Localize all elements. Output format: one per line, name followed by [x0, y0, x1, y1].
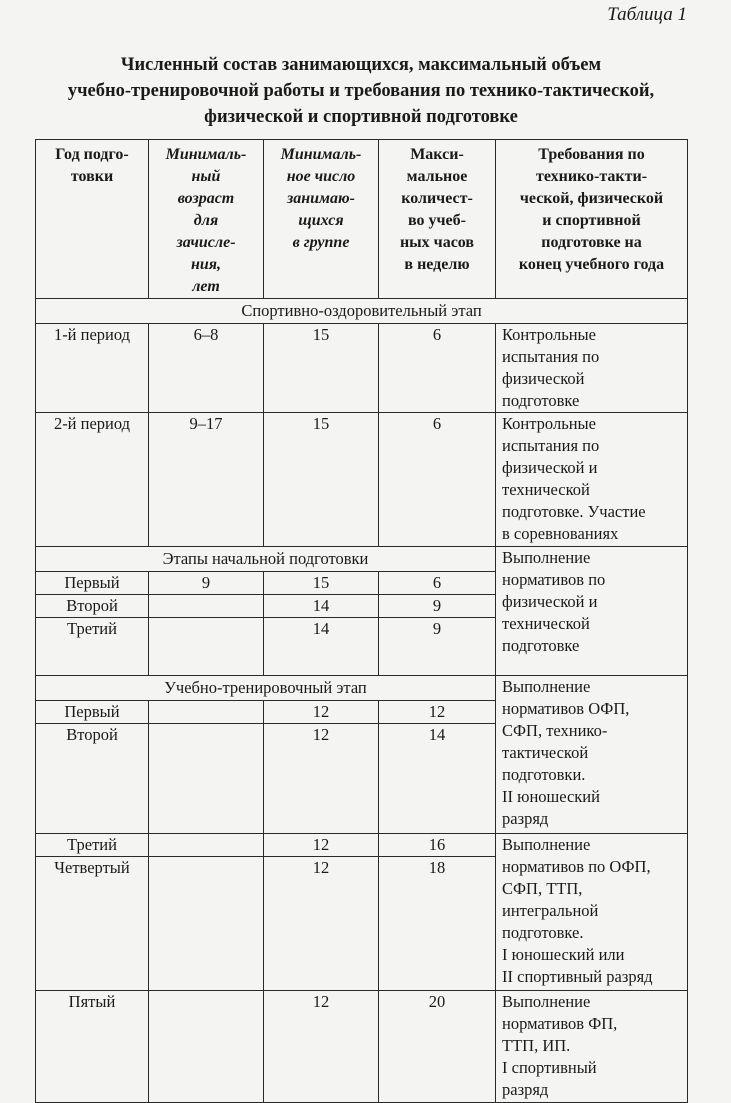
cell-hours: 20	[379, 991, 496, 1103]
cell-year: Третий	[36, 618, 149, 676]
cell-age	[149, 857, 264, 991]
cell-group: 15	[264, 324, 379, 413]
stage-row	[36, 547, 688, 572]
table-number: Таблица 1	[607, 4, 687, 25]
cell-hours: 9	[379, 618, 496, 676]
cell-age: 9	[149, 572, 264, 595]
cell-hours: 14	[379, 724, 496, 834]
cell-year: Второй	[36, 595, 149, 618]
cell-group: 12	[264, 724, 379, 834]
cell-year: Первый	[36, 572, 149, 595]
cell-hours: 18	[379, 857, 496, 991]
table-row	[36, 834, 688, 857]
table-row	[36, 413, 688, 547]
cell-group: 12	[264, 991, 379, 1103]
cell-year: 2-й период	[36, 413, 149, 547]
cell-requirements: Контрольные испытания по физической и технической подготовке. Участие в соревнованиях	[496, 413, 688, 547]
cell-hours: 16	[379, 834, 496, 857]
cell-requirements: Выполнение нормативов ФП, ТТП, ИП. I спортивный разряд	[496, 991, 688, 1103]
cell-year: Четвертый	[36, 857, 149, 991]
cell-hours: 6	[379, 572, 496, 595]
stage-label: Спортивно-оздоровительный этап	[36, 299, 688, 324]
cell-group: 12	[264, 701, 379, 724]
cell-year: Третий	[36, 834, 149, 857]
cell-year: Пятый	[36, 991, 149, 1103]
cell-group: 15	[264, 572, 379, 595]
cell-age: 6–8	[149, 324, 264, 413]
cell-age	[149, 834, 264, 857]
stage-label: Учебно-тренировочный этап	[36, 676, 496, 701]
cell-age: 9–17	[149, 413, 264, 547]
cell-year: Второй	[36, 724, 149, 834]
cell-age	[149, 991, 264, 1103]
cell-requirements: Выполнение нормативов по ОФП, СФП, ТТП, интегральной подготовке. I юношеский или II спортивный разряд	[496, 834, 688, 991]
cell-age	[149, 724, 264, 834]
cell-hours: 6	[379, 324, 496, 413]
cell-hours: 12	[379, 701, 496, 724]
cell-age	[149, 595, 264, 618]
header-year: Год подго- товки	[36, 140, 149, 299]
cell-year: Первый	[36, 701, 149, 724]
header-min-age: Минималь- ный возраст для зачисле- ния, лет	[149, 140, 264, 299]
cell-hours: 9	[379, 595, 496, 618]
header-requirements: Требования по технико-такти- ческой, физической и спортивной подготовке на конец учебного года	[496, 140, 688, 299]
cell-age	[149, 701, 264, 724]
header-row	[36, 140, 688, 299]
stage-label: Этапы начальной подготовки	[36, 547, 496, 572]
cell-hours: 6	[379, 413, 496, 547]
title-line: физической и спортивной подготовке	[204, 107, 518, 127]
title-line: учебно-тренировочной работы и требования по технико-тактической,	[67, 81, 655, 101]
cell-group: 15	[264, 413, 379, 547]
table-row	[36, 324, 688, 413]
stage-row	[36, 299, 688, 324]
table-title	[36, 52, 686, 130]
cell-group: 14	[264, 618, 379, 676]
table-row	[36, 991, 688, 1103]
data-table	[35, 139, 688, 1103]
stage-row	[36, 676, 688, 701]
cell-group: 12	[264, 834, 379, 857]
cell-year: 1-й период	[36, 324, 149, 413]
cell-requirements: Выполнение нормативов по физической и технической подготовке	[496, 547, 688, 676]
cell-requirements: Выполнение нормативов ОФП, СФП, технико- тактической подготовки. II юношеский разряд	[496, 676, 688, 834]
title-line: Численный состав занимающихся, максимальный объем	[120, 55, 602, 75]
cell-age	[149, 618, 264, 676]
header-max-hours: Макси- мальное количест- во учеб- ных часов в неделю	[379, 140, 496, 299]
cell-requirements: Контрольные испытания по физической подготовке	[496, 324, 688, 413]
cell-group: 14	[264, 595, 379, 618]
cell-group: 12	[264, 857, 379, 991]
header-min-group: Минималь- ное число занимаю- щихся в группе	[264, 140, 379, 299]
